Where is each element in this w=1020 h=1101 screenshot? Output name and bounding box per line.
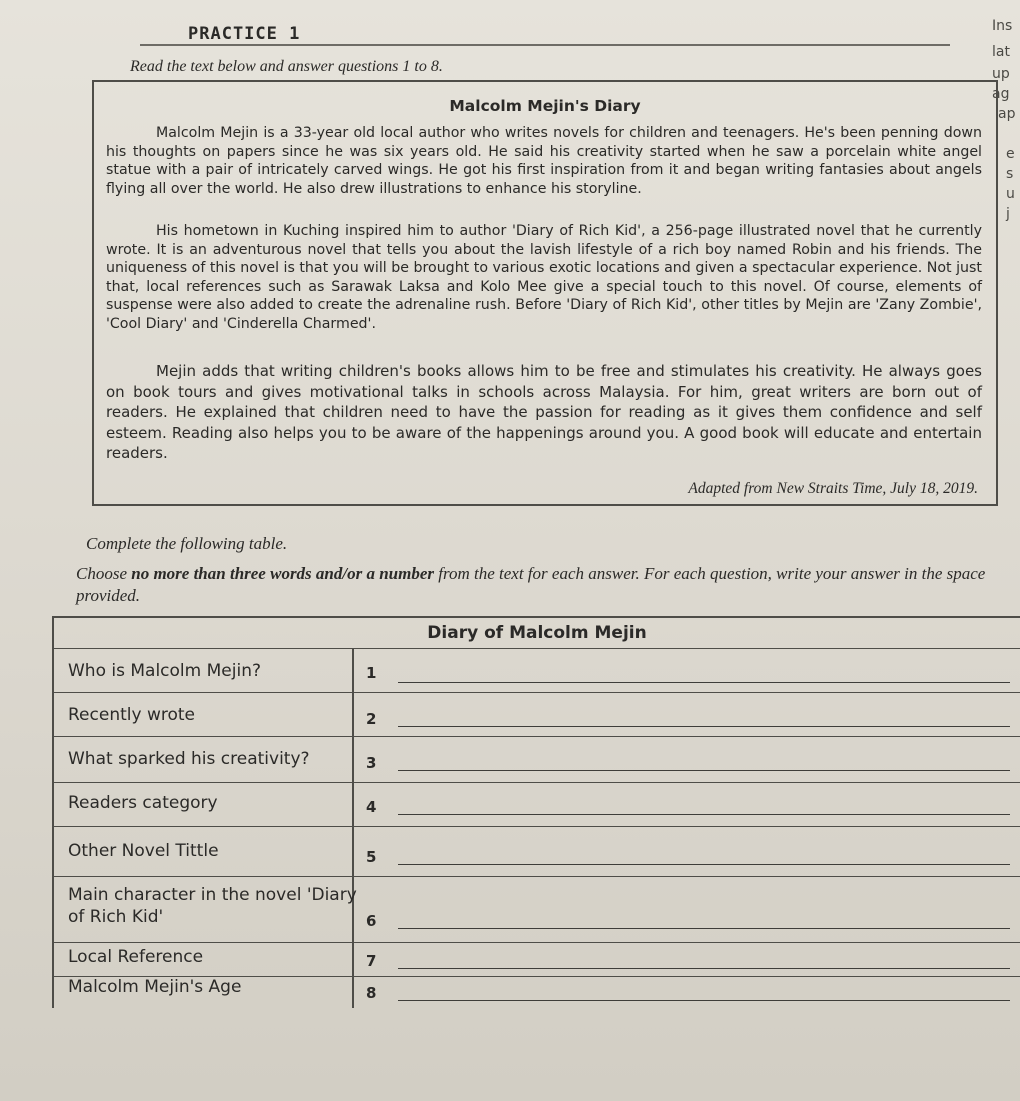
margin-fragment: s [1006, 166, 1014, 182]
heading-rule [140, 44, 950, 46]
question-label: Who is Malcolm Mejin? [68, 661, 261, 681]
answer-number: 6 [366, 912, 377, 930]
answer-blank-8[interactable] [398, 1000, 1010, 1001]
answer-number: 7 [366, 952, 377, 970]
margin-fragment: Ins [992, 18, 1013, 34]
answer-number: 1 [366, 664, 377, 682]
margin-fragment: up [992, 66, 1010, 82]
article-paragraph-1: Malcolm Mejin is a 33-year old local author who writes novels for children and teenagers. He's been penning down his thoughts on papers since he was six years old. He said his creativity started when he saw a porcelain white angel statue with a pair of intricately carved wings. He got his first inspiration from it and began writing fantasies about angels flying all over the world. He also drew illustrations to enhance his storyline. [106, 125, 982, 197]
answer-blank-4[interactable] [398, 814, 1010, 815]
question-label: Readers category [68, 793, 218, 813]
reading-text-box [92, 80, 998, 506]
task-rule: Choose no more than three words and/or a number from the text for each answer. For each question, write your answer in the space provided. [76, 564, 986, 605]
table-row [54, 976, 1020, 1008]
margin-fragment: j [1006, 206, 1010, 222]
answer-number: 3 [366, 754, 377, 772]
table-row [54, 876, 1020, 943]
margin-fragment: u [1006, 186, 1015, 202]
answer-blank-3[interactable] [398, 770, 1010, 771]
answer-number: 2 [366, 710, 377, 728]
answer-number: 4 [366, 798, 377, 816]
answer-blank-1[interactable] [398, 682, 1010, 683]
article-source: Adapted from New Straits Time, July 18, 2019. [688, 480, 978, 497]
answer-blank-2[interactable] [398, 726, 1010, 727]
table-row [54, 782, 1020, 827]
answer-blank-6[interactable] [398, 928, 1010, 929]
answer-number: 8 [366, 984, 377, 1002]
table-row [54, 648, 1020, 693]
table-row [54, 692, 1020, 737]
article-paragraph-2: His hometown in Kuching inspired him to author 'Diary of Rich Kid', a 256-page illustrated novel that he currently wrote. It is an adventurous novel that tells you about the lavish lifestyle of a rich boy named Robin and his friends. The uniqueness of this novel is that you will be brought to various exotic locations and given a spectacular experience. Not just that, local references such as Sarawak Laksa and Kolo Mee give a special touch to this novel. Of course, elements of suspense were also added to create the adrenaline rush. Before 'Diary of Rich Kid', other titles by Mejin are 'Zany Zombie', 'Cool Diary' and 'Cinderella Charmed'. [106, 223, 982, 332]
answer-number: 5 [366, 848, 377, 866]
answer-blank-7[interactable] [398, 968, 1010, 969]
table-row [54, 736, 1020, 783]
read-instructions: Read the text below and answer questions 1 to 8. [130, 58, 443, 75]
margin-fragment: e [1006, 146, 1015, 162]
answer-blank-5[interactable] [398, 864, 1010, 865]
table-row [54, 826, 1020, 877]
question-label: Main character in the novel 'Diary of Rich Kid' [68, 885, 357, 927]
table-title: Diary of Malcolm Mejin [54, 618, 1020, 649]
question-label: What sparked his creativity? [68, 749, 310, 769]
margin-fragment: ap [998, 106, 1016, 122]
answer-table [52, 616, 1020, 1008]
question-label: Local Reference [68, 947, 204, 967]
question-label: Malcolm Mejin's Age [68, 977, 242, 997]
question-label: Recently wrote [68, 705, 195, 725]
article-paragraph-3: Mejin adds that writing children's books allows him to be free and stimulates his creativity. He always goes on book tours and gives motivational talks in schools across Malaysia. For him, great writers are born out of readers. He explained that children need to have the passion for reading as it gives them confidence and self esteem. Reading also helps you to be aware of the happenings around you. A good book will educate and entertain readers. [106, 362, 982, 462]
practice-heading: PRACTICE 1 [188, 24, 301, 44]
article-title: Malcolm Mejin's Diary [449, 97, 641, 115]
table-row [54, 942, 1020, 977]
margin-fragment: lat [992, 44, 1010, 60]
margin-fragment: ag [992, 86, 1010, 102]
task-instruction: Complete the following table. [86, 534, 288, 553]
question-label: Other Novel Tittle [68, 841, 219, 861]
